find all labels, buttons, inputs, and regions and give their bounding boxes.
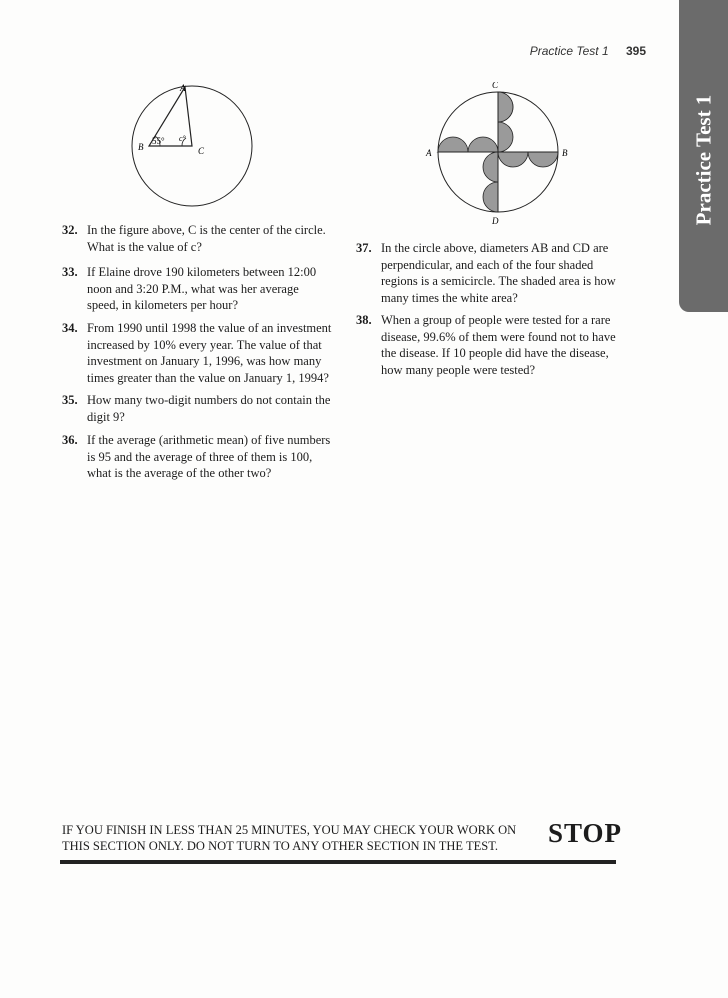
shade-left [438,137,498,152]
angle-b-label: 55° [152,136,165,146]
label-b: B [562,148,568,158]
question-number: 34. [62,321,78,335]
shaded-circle-figure [422,82,574,228]
circle-triangle-figure [120,80,270,210]
section-tab-label: Practice Test 1 [691,94,715,226]
footer-instructions: IF YOU FINISH IN LESS THAN 25 MINUTES, YOU MAY CHECK YOUR WORK ON THIS SECTION ONLY. DO NOT TURN TO ANY OTHER SECTION IN THE TEST. [62,823,517,853]
label-b: B [138,142,144,152]
shade-bottom [483,152,498,212]
stop-label: STOP [548,818,623,848]
label-d: D [492,216,499,226]
question-number: 35. [62,393,78,407]
page-number: 395 [625,44,646,58]
label-c: C [198,146,205,156]
question-34 [62,320,332,386]
question-text: In the circle above, diameters AB and CD are perpendicular, and each of the four shaded regions is a semicircle. The shaded area is how many times the white area? [381,241,616,305]
question-37 [356,240,628,306]
question-text: From 1990 until 1998 the value of an investment increased by 10% every year. The value of that investment on January 1, 1996, was how many times greater than the value on January 1, 1994? [87,321,332,385]
question-number: 33. [62,265,78,279]
angle-c-label: c° [179,134,186,143]
section-tab [679,0,728,312]
question-35 [62,392,332,425]
question-32 [62,222,332,255]
question-text: How many two-digit numbers do not contain the digit 9? [87,393,331,424]
question-number: 38. [356,313,372,327]
question-text: If the average (arithmetic mean) of five numbers is 95 and the average of three of them is 100, what is the average of the other two? [87,433,331,480]
question-number: 37. [356,241,372,255]
page-header [530,44,646,58]
question-text: When a group of people were tested for a rare disease, 99.6% of them were found not to have the disease. If 10 people did have the disease, how many people were tested? [381,313,616,377]
footer-rule [60,860,616,864]
label-c: C [492,82,499,90]
question-number: 36. [62,433,78,447]
question-33 [62,264,332,314]
shade-top [498,92,513,152]
page-title: Practice Test 1 [529,44,609,58]
question-38 [356,312,628,378]
label-a: A [180,83,186,93]
shade-right [498,152,558,167]
question-text: If Elaine drove 190 kilometers between 12:00 noon and 3:20 P.M., what was her average speed, in kilometers per hour? [87,265,317,312]
question-text: In the figure above, C is the center of the circle. What is the value of c? [87,223,326,254]
label-a: A [426,148,432,158]
question-number: 32. [62,223,78,237]
question-36 [62,432,332,482]
